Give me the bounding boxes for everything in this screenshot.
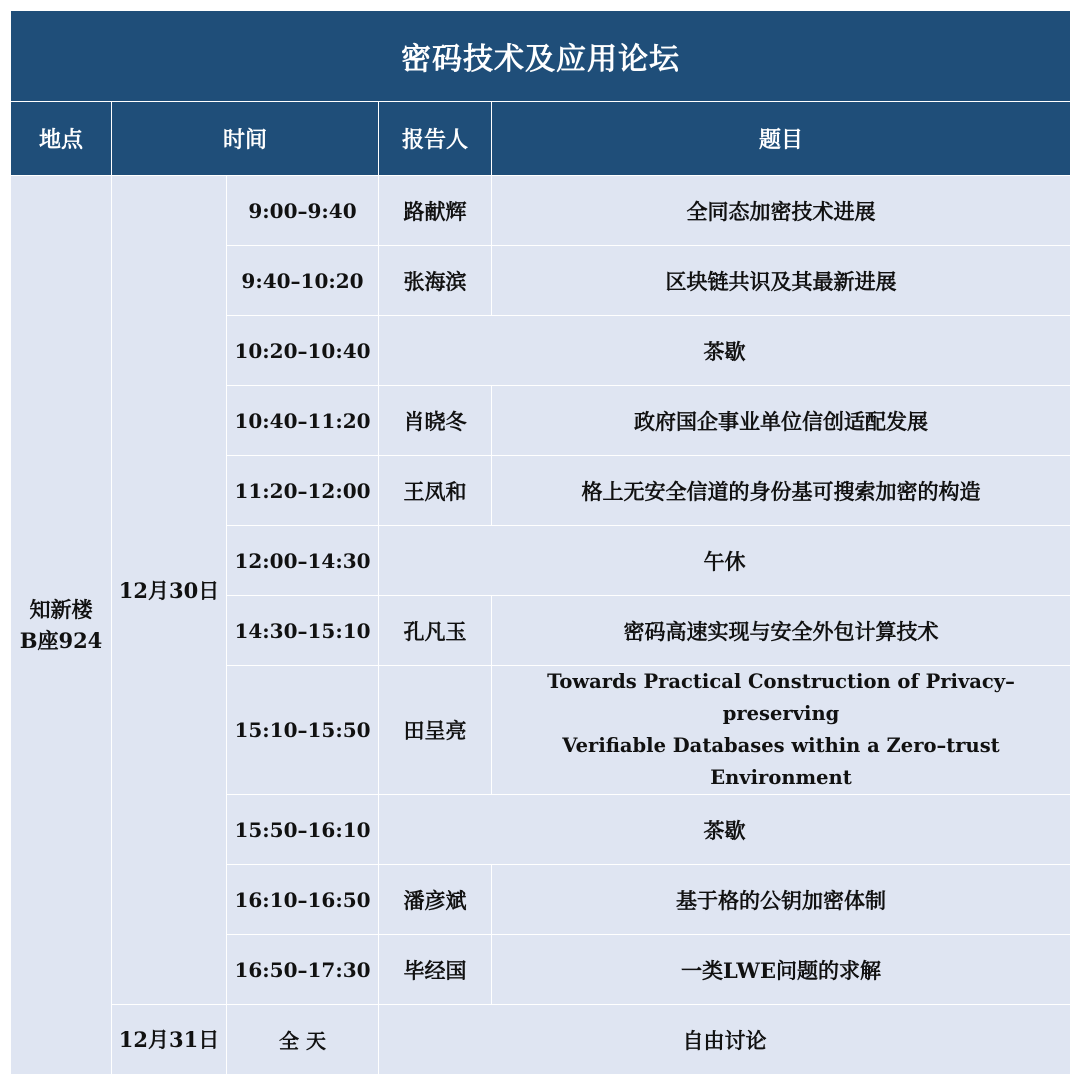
header-row bbox=[11, 102, 1071, 176]
title-row bbox=[11, 11, 1071, 102]
date-cell-day1: 12月30日 bbox=[112, 176, 227, 1005]
speaker-cell: 路献辉 bbox=[379, 176, 492, 246]
break-cell: 茶歇 bbox=[379, 795, 1071, 865]
topic-line1: Towards Practical Construction of Privacy–preserving bbox=[547, 670, 1015, 725]
header-location: 地点 bbox=[11, 102, 112, 176]
topic-cell bbox=[492, 666, 1071, 795]
time-cell: 9:40–10:20 bbox=[227, 246, 379, 316]
speaker-cell: 孔凡玉 bbox=[379, 596, 492, 666]
topic-cell: 基于格的公钥加密体制 bbox=[492, 865, 1071, 935]
time-cell: 12:00–14:30 bbox=[227, 526, 379, 596]
speaker-cell: 毕经国 bbox=[379, 935, 492, 1005]
location-line2: B座924 bbox=[19, 628, 103, 653]
topic-cell: 全同态加密技术进展 bbox=[492, 176, 1071, 246]
topic-line2: Verifiable Databases within a Zero–trust Environment bbox=[562, 734, 1000, 789]
location-line1: 知新楼 bbox=[29, 597, 93, 622]
activity-cell: 自由讨论 bbox=[379, 1005, 1071, 1075]
speaker-cell: 张海滨 bbox=[379, 246, 492, 316]
table-title: 密码技术及应用论坛 bbox=[11, 11, 1071, 102]
time-cell: 10:20–10:40 bbox=[227, 316, 379, 386]
header-speaker: 报告人 bbox=[379, 102, 492, 176]
speaker-cell: 肖晓冬 bbox=[379, 386, 492, 456]
table-row bbox=[11, 176, 1071, 246]
time-cell: 16:10–16:50 bbox=[227, 865, 379, 935]
time-cell: 11:20–12:00 bbox=[227, 456, 379, 526]
date-cell-day2: 12月31日 bbox=[112, 1005, 227, 1075]
topic-cell: 政府国企事业单位信创适配发展 bbox=[492, 386, 1071, 456]
speaker-cell: 潘彦斌 bbox=[379, 865, 492, 935]
time-cell: 16:50–17:30 bbox=[227, 935, 379, 1005]
time-cell: 14:30–15:10 bbox=[227, 596, 379, 666]
time-cell: 15:10–15:50 bbox=[227, 666, 379, 795]
topic-cell: 密码高速实现与安全外包计算技术 bbox=[492, 596, 1071, 666]
time-cell: 10:40–11:20 bbox=[227, 386, 379, 456]
schedule-table bbox=[10, 10, 1071, 1075]
location-cell bbox=[11, 176, 112, 1075]
time-cell: 15:50–16:10 bbox=[227, 795, 379, 865]
header-topic: 题目 bbox=[492, 102, 1071, 176]
speaker-cell: 王凤和 bbox=[379, 456, 492, 526]
speaker-cell: 田呈亮 bbox=[379, 666, 492, 795]
topic-cell: 区块链共识及其最新进展 bbox=[492, 246, 1071, 316]
break-cell: 午休 bbox=[379, 526, 1071, 596]
topic-cell: 格上无安全信道的身份基可搜索加密的构造 bbox=[492, 456, 1071, 526]
time-cell: 9:00–9:40 bbox=[227, 176, 379, 246]
header-time: 时间 bbox=[112, 102, 379, 176]
time-cell: 全 天 bbox=[227, 1005, 379, 1075]
topic-cell: 一类LWE问题的求解 bbox=[492, 935, 1071, 1005]
break-cell: 茶歇 bbox=[379, 316, 1071, 386]
